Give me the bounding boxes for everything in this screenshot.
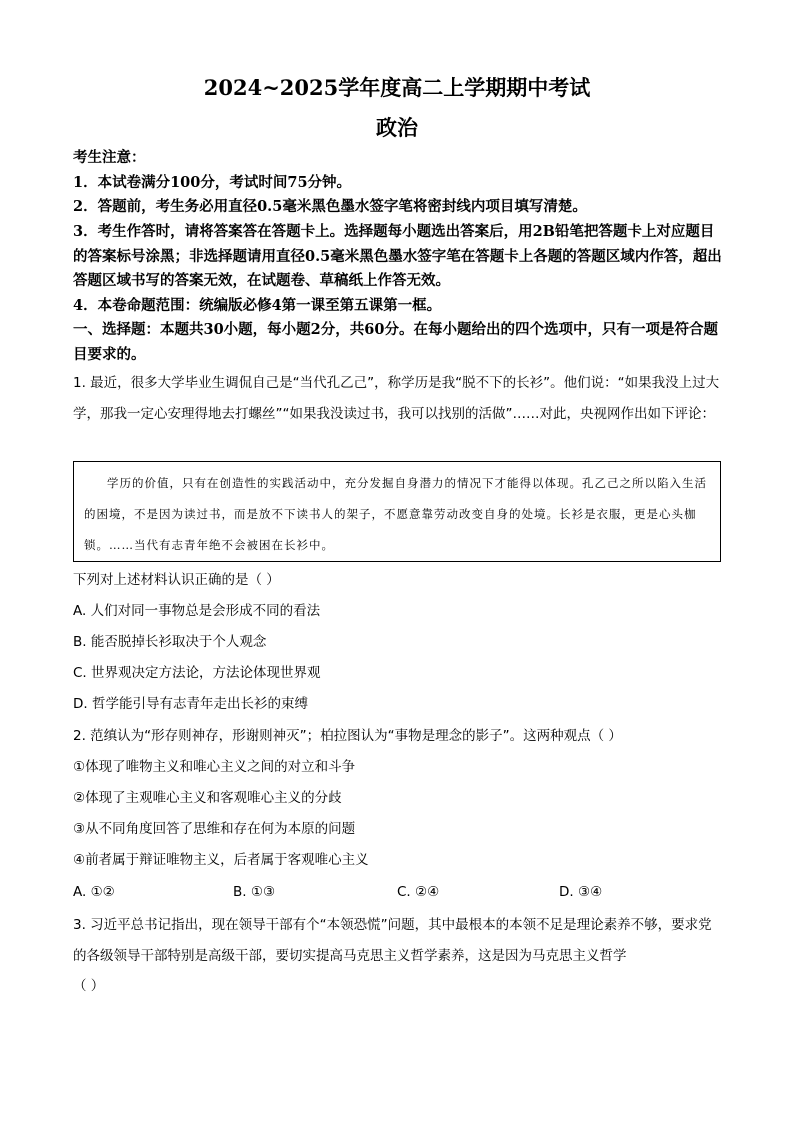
notice-line-2: 2．答题前，考生务必用直径0.5毫米黑色墨水签字笔将密封线内项目填写清楚。 <box>73 198 587 215</box>
question-1-option-d: D. 哲学能引导有志青年走出长衫的束缚 <box>73 696 308 712</box>
question-2-option-d: D. ③④ <box>559 884 603 900</box>
question-2-item-1: ①体现了唯物主义和唯心主义之间的对立和斗争 <box>73 759 356 775</box>
notice-line-3: 3．考生作答时，请将答案答在答题卡上。选择题每小题选出答案后，用2B铅笔把答题卡上对应题目的答案标号涂黑；非选择题请用直径0.5毫米黑色墨水签字笔在答题卡上各题的答题区域内作答，超出答题区域书写的答案无效，在试题卷、草稿纸上作答无效。 <box>73 223 722 289</box>
question-2-item-3: ③从不同角度回答了思维和存在何为本原的问题 <box>73 821 356 837</box>
question-1-stem: 1. 最近，很多大学毕业生调侃自己是“当代孔乙己”，称学历是我“脱不下的长衫”。他们说：“如果我没上过大学，那我一定心安理得地去打螺丝”“如果我没读过书，我可以找别的活做”……对此，央视网作出如下评论： <box>73 375 720 422</box>
exam-title: 2024~2025学年度高二上学期期中考试 <box>203 75 591 100</box>
question-3-stem: 3. 习近平总书记指出，现在领导干部有个“本领恐慌”问题，其中最根本的本领不足是理论素养不够，要求党的各级领导干部特别是高级干部，要切实提高马克思主义哲学素养，这是因为马克思主义哲学 <box>73 917 712 964</box>
notice-line-1: 1．本试卷满分100分，考试时间75分钟。 <box>73 174 352 191</box>
quote-box <box>73 461 721 562</box>
question-2-option-a: A. ①② <box>73 884 115 900</box>
question-1-option-b: B. 能否脱掉长衫取决于个人观念 <box>73 634 267 650</box>
question-3-blank: （ ） <box>73 978 105 994</box>
question-2-item-4: ④前者属于辩证唯物主义，后者属于客观唯心主义 <box>73 852 369 868</box>
subject-title: 政治 <box>376 115 418 140</box>
notice-heading: 考生注意： <box>73 149 146 166</box>
question-1-ask: 下列对上述材料认识正确的是（ ） <box>73 572 280 588</box>
question-2-item-2: ②体现了主观唯心主义和客观唯心主义的分歧 <box>73 790 342 806</box>
section-heading: 一、选择题：本题共30小题，每小题2分，共60分。在每小题给出的四个选项中，只有一项是符合题目要求的。 <box>73 321 718 363</box>
question-1-option-a: A. 人们对同一事物总是会形成不同的看法 <box>73 603 321 619</box>
question-1-option-c: C. 世界观决定方法论，方法论体现世界观 <box>73 665 321 681</box>
quote-text: 学历的价值，只有在创造性的实践活动中，充分发掘自身潜力的情况下才能得以体现。孔乙己之所以陷入生活的困境，不是因为读过书，而是放不下读书人的架子，不愿意靠劳动改变自身的处境。长衫是衣服，更是心头枷锁。……当代有志青年绝不会被困在长衫中。 <box>84 476 707 552</box>
question-2-option-b: B. ①③ <box>233 884 276 900</box>
notice-line-4: 4．本卷命题范围：统编版必修4第一课至第五课第一框。 <box>73 297 442 314</box>
question-2-stem: 2. 范缜认为“形存则神存，形谢则神灭”；柏拉图认为“事物是理念的影子”。这两种观点（ ） <box>73 728 622 744</box>
question-2-option-c: C. ②④ <box>397 884 440 900</box>
